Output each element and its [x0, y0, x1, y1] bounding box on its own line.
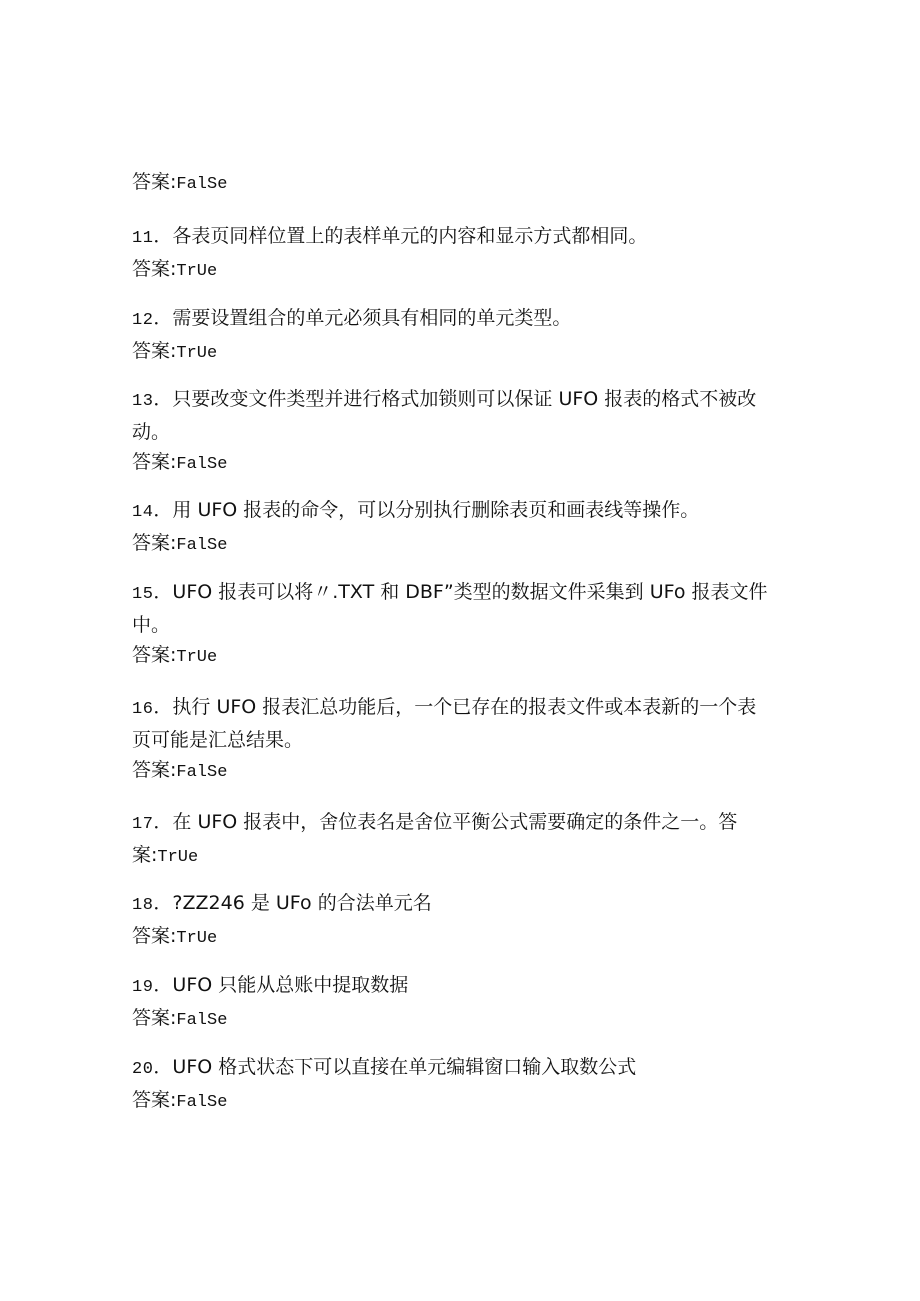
question-19: [132, 970, 782, 1036]
question-line: [132, 692, 782, 725]
answer-value: FalSe: [176, 536, 228, 555]
question-line: [132, 384, 782, 417]
question-13: [132, 384, 782, 480]
answer-line: [132, 447, 782, 480]
answer-label: 答案:: [132, 1007, 177, 1029]
question-line: [132, 970, 782, 1003]
answer-value: TrUe: [157, 848, 199, 867]
question-line: [132, 807, 782, 840]
question-text: ．UFO 报表可以将〃.TXT 和 DBF”类型的数据文件采集到 UFo 报表文件: [153, 581, 768, 603]
question-18: [132, 888, 782, 954]
question-15: [132, 577, 782, 673]
answer-line: [132, 167, 782, 200]
question-line-continued: 中。: [132, 614, 171, 636]
question-number: 15: [132, 585, 154, 604]
answer-line: [132, 336, 782, 369]
answer-value: FalSe: [176, 763, 228, 782]
question-number: 13: [132, 392, 154, 411]
question-number: 20: [132, 1060, 154, 1079]
answer-value: TrUe: [176, 929, 218, 948]
answer-line: [132, 640, 782, 673]
answer-line: [132, 921, 782, 954]
answer-block-10: [132, 167, 782, 200]
question-line-continued: 页可能是汇总结果。: [132, 729, 304, 751]
answer-label: 答案:: [132, 644, 177, 666]
question-text: ．?ZZ246 是 UFo 的合法单元名: [153, 892, 432, 914]
answer-value: FalSe: [176, 455, 228, 474]
question-text: ．需要设置组合的单元必须具有相同的单元类型。: [153, 307, 572, 329]
question-text: ．各表页同样位置上的表样单元的内容和显示方式都相同。: [153, 225, 648, 247]
question-number: 16: [132, 700, 154, 719]
question-12: [132, 303, 782, 369]
question-16: [132, 692, 782, 788]
answer-label: 答案:: [132, 340, 177, 362]
answer-label: 答案:: [132, 451, 177, 473]
question-text: ．在 UFO 报表中，舍位表名是舍位平衡公式需要确定的条件之一。答: [153, 811, 738, 833]
answer-value: TrUe: [176, 648, 218, 667]
answer-label: 答案:: [132, 925, 177, 947]
question-number: 12: [132, 311, 154, 330]
answer-label: 案:: [132, 844, 158, 866]
question-14: [132, 495, 782, 561]
answer-value: TrUe: [176, 262, 218, 281]
answer-value: FalSe: [176, 175, 228, 194]
answer-label: 答案:: [132, 759, 177, 781]
question-number: 11: [132, 229, 154, 248]
answer-value: TrUe: [176, 344, 218, 363]
question-text: ．只要改变文件类型并进行格式加锁则可以保证 UFO 报表的格式不被改: [153, 388, 757, 410]
question-20: [132, 1052, 782, 1118]
question-line: [132, 495, 782, 528]
answer-line: [132, 755, 782, 788]
answer-label: 答案:: [132, 1089, 177, 1111]
answer-label: 答案:: [132, 258, 177, 280]
answer-line: [132, 840, 782, 873]
question-text: ．UFO 格式状态下可以直接在单元编辑窗口输入取数公式: [153, 1056, 637, 1078]
answer-line: [132, 1085, 782, 1118]
question-11: [132, 221, 782, 287]
question-line: [132, 221, 782, 254]
answer-value: FalSe: [176, 1011, 228, 1030]
question-17: [132, 807, 782, 873]
question-text: ．执行 UFO 报表汇总功能后，一个已存在的报表文件或本表新的一个表: [153, 696, 757, 718]
question-text: ．用 UFO 报表的命令，可以分别执行删除表页和画表线等操作。: [153, 499, 700, 521]
answer-label: 答案:: [132, 532, 177, 554]
question-number: 19: [132, 978, 154, 997]
question-line-continued: 动。: [132, 421, 171, 443]
question-number: 18: [132, 896, 154, 915]
answer-value: FalSe: [176, 1093, 228, 1112]
question-text: ．UFO 只能从总账中提取数据: [153, 974, 409, 996]
question-line: [132, 303, 782, 336]
answer-line: [132, 528, 782, 561]
question-line: [132, 888, 782, 921]
answer-label: 答案:: [132, 171, 177, 193]
question-line: [132, 1052, 782, 1085]
answer-line: [132, 1003, 782, 1036]
question-number: 17: [132, 815, 154, 834]
question-number: 14: [132, 503, 154, 522]
answer-line: [132, 254, 782, 287]
question-line: [132, 577, 782, 610]
